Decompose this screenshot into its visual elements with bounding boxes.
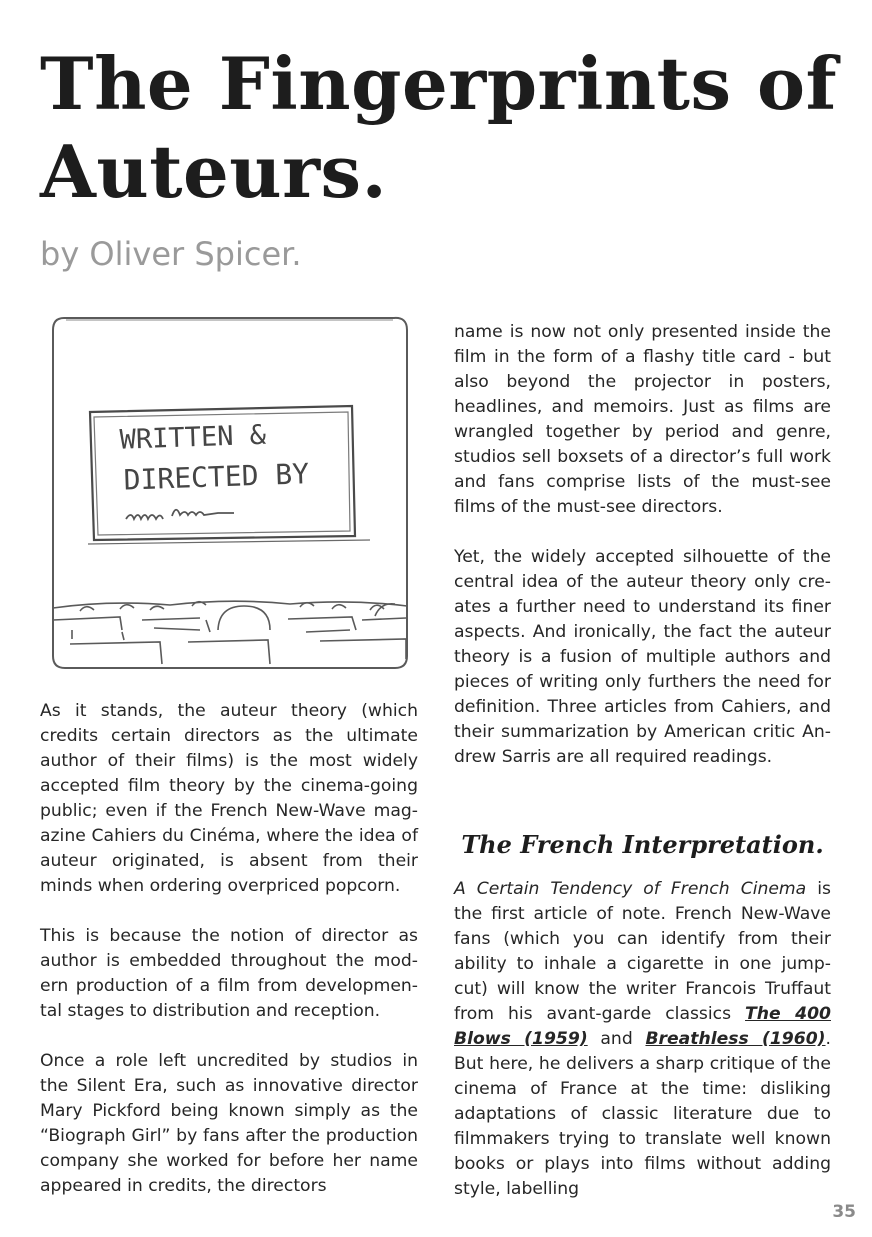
- paragraph: This is because the notion of director as author is embedded throughout the modern production of a film from developmental stages to distribution and reception.: [40, 926, 418, 1021]
- right-column: [454, 320, 831, 1227]
- article-title: The Fingerprints of Auteurs.: [40, 41, 838, 214]
- scribble-signature: [126, 510, 234, 519]
- page-number: 35: [832, 1202, 856, 1222]
- paragraph: Yet, the widely accepted silhouette of the central idea of the auteur theory only creates a further need to understand its finer aspects. And ironically, the fact the auteur theory is a fusion of multiple authors and pieces of writing only furthers the need for definition. Three articles from Cahiers, and their summarization by American critic Andrew Sarris are all required readings.: [454, 547, 831, 767]
- film-link-400-blows[interactable]: The 400 Blows (1959): [454, 1004, 831, 1049]
- section-heading: The French Interpretation.: [461, 830, 824, 859]
- seat-rows: [53, 601, 407, 664]
- film-link-breathless[interactable]: Breathless (1960): [645, 1029, 826, 1049]
- left-column: [40, 699, 418, 1224]
- paragraph: As it stands, the auteur theory (which credits certain directors as the ultimate author of their films) is the most widely accepted film theory by the cinema-going public; even if the French New-Wave magazine Cahiers du Cinéma, where the idea of auteur originated, is absent from their minds when ordering overpriced popcorn.: [40, 701, 418, 896]
- paragraph: [454, 877, 831, 1202]
- paragraph: Once a role left uncredited by studios in the Silent Era, such as innovative director Mary Pickford being known simply as the “Biograph Girl” by fans after the production company she worked for before her name appeared in credits, the directors: [40, 1051, 418, 1196]
- byline: by Oliver Spicer.: [40, 235, 302, 273]
- paragraph-text: is the first article of note. French New-Wave fans (which you can identify from their ability to inhale a cigarette in one jump-cut) will know the writer Francois Truffaut from his avant-garde classics: [454, 879, 831, 1024]
- article-work-title: A Certain Tendency of French Cinema: [454, 879, 807, 899]
- paragraph-text: and: [587, 1029, 646, 1049]
- paragraph-text: . But here, he delivers a sharp critique of the cinema of France at the time: disliking adaptations of classic literature due to filmmakers trying to translate well known books or plays into films without adding style, labelling: [454, 1029, 831, 1199]
- paragraph: name is now not only presented inside the film in the form of a flashy title card - but also beyond the projector in posters, headlines, and memoirs. Just as films are wrangled together by period and genre, studios sell boxsets of a director’s full work and fans comprise lists of the must-see films of the must-see directors.: [454, 322, 831, 517]
- cinema-illustration: [50, 314, 412, 672]
- screen-text-line1: WRITTEN &: [119, 419, 267, 456]
- screen-text-line2: DIRECTED BY: [123, 457, 310, 497]
